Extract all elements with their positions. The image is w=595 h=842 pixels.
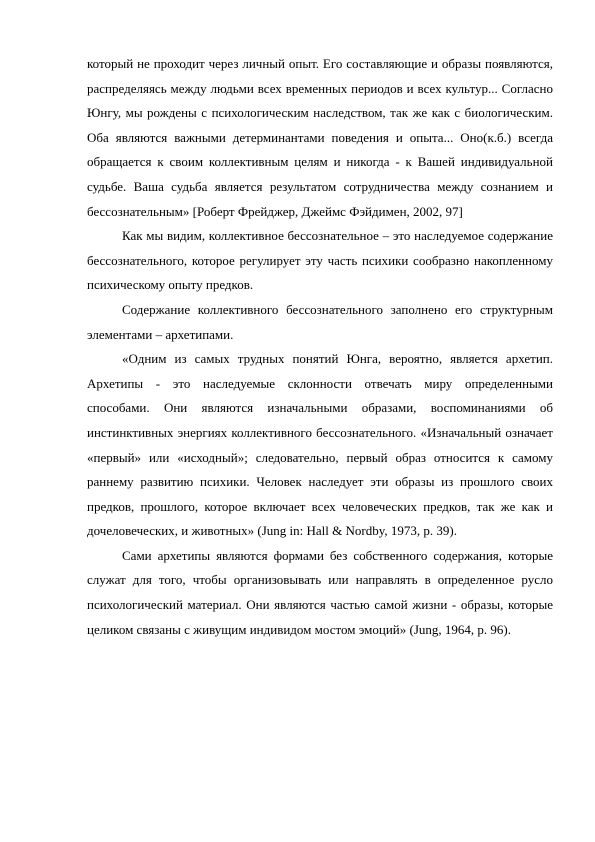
paragraph-collective-unconscious: Как мы видим, коллективное бессознательное – это наследуемое содержание бессознательного, которое регулирует эту часть психики сообразно накопленному психическому опыту предков. [87,228,553,293]
paragraph-archetype-forms: Сами архетипы являются формами без собственного содержания, которые служат для того, чтобы организовывать или направлять в определенное русло психологический материал. Они являются частью самой жизни - образы, которые целиком связаны с живущим индивидом мостом эмоций» (Jung, 1964, p. 96). [87,547,553,637]
paragraph-archetype-quote: «Одним из самых трудных понятий Юнга, вероятно, является архетип. Архетипы - это наследуемые склонности отвечать миру определенными способами. Они являются изначальными образами, воспоминаниями об инстинктивных энергиях коллективного бессознательного. «Изначальный означает «первый» или «исходный»; следовательно, первый образ относится к самому раннему развитию психики. Человек наследует эти образы из прошлого своих предков, прошлого, которое включает всех человеческих предков, так же как и дочеловеческих, и животных» (Jung in: Hall & Nordby, 1973, p. 39). [87,351,553,539]
paragraph-continuation: который не проходит через личный опыт. Его составляющие и образы появляются, распределяясь между людьми всех временных периодов и всех культур... Согласно Юнгу, мы рождены с психологическим наследством, так же как с биологическим. Оба являются важными детерминантами поведения и опыта... Оно(к.б.) всегда обращается к своим коллективным целям и никогда - к Вашей индивидуальной судьбе. Ваша судьба является результатом сотрудничества между сознанием и бессознательным» [Роберт Фрейджер, Джеймс Фэйдимен, 2002, 97] [87,56,553,219]
body-text [87,52,553,642]
paragraph-archetypes-intro: Содержание коллективного бессознательного заполнено его структурным элементами – архетипами. [87,301,553,342]
